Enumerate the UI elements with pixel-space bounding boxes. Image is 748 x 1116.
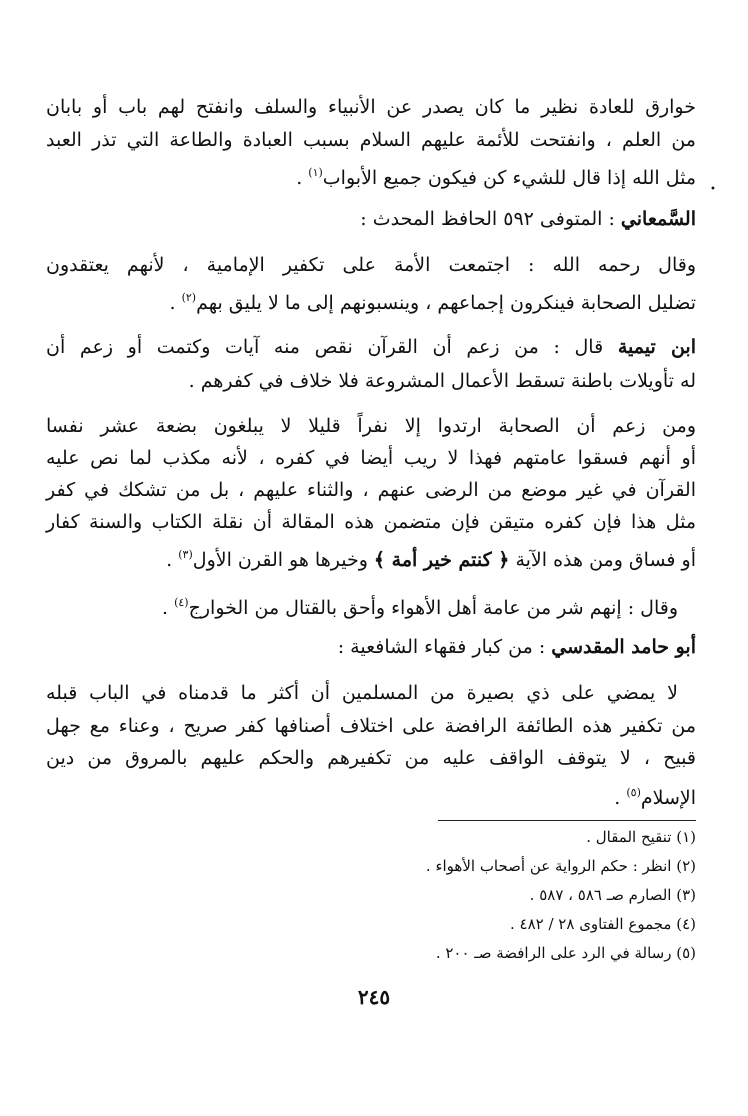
text-line: وقال رحمه الله : اجتمعت الأمة على تكفير الإمامية ، لأنهم يعتقدون: [46, 254, 696, 276]
text-line: تضليل الصحابة فينكرون إجماعهم ، وينسبونهم إلى ما لا يليق بهم$^{(٢)}$ .: [169, 291, 696, 314]
footnote-ref: (٥): [626, 786, 641, 799]
footnote: (١) تنقيح المقال .: [586, 828, 696, 846]
text-line: القرآن في غير موضع من الرضى عنهم ، والثناء عليهم ، بل من تشكك في كفر: [46, 479, 696, 501]
text-line: قبيح ، لا يتوقف الواقف عليه من تكفيرهم والحكم عليهم بالمروق من دين: [46, 747, 696, 769]
scholar-name: ابن تيمية: [617, 336, 696, 358]
text-line: مثل هذا فإن كفره متيقن فإن متضمن هذه المقالة أن نقلة الكتاب والسنة كفار: [46, 511, 696, 533]
text-line: خوارق للعادة نظير ما كان يصدر عن الأنبياء والسلف وانفتح لهم باب أو بابان: [46, 96, 696, 118]
footnote: (٥) رسالة في الرد على الرافضة صـ ٢٠٠ .: [435, 944, 696, 962]
footnote-ref: (٤): [174, 596, 189, 609]
text-line: وقال : إنهم شر من عامة أهل الأهواء وأحق بالقتال من الخوارج$^{(٤)}$ .: [161, 596, 678, 619]
footnote-ref: (٣): [178, 548, 193, 561]
scholar-name: السَّمعاني: [620, 208, 696, 230]
section-heading: السَّمعاني : المتوفى ٥٩٢ الحافظ المحدث :: [360, 208, 696, 230]
footnote: (٣) الصارم صـ ٥٨٦ ، ٥٨٧ .: [529, 886, 696, 904]
text-line: أو فساق ومن هذه الآية ﴿ كنتم خير أمة ﴾ وخيرها هو القرن الأول$^{(٣)}$ .: [166, 548, 696, 571]
footnote: (٢) انظر : حكم الرواية عن أصحاب الأهواء .: [425, 857, 696, 875]
text-line: له تأويلات باطنة تسقط الأعمال المشروعة فلا خلاف في كفرهم .: [188, 370, 696, 392]
footnote-divider: [438, 820, 696, 821]
text-line: أو أنهم فسقوا عامتهم فهذا لا ريب أيضا في كفره ، لأنه مكذب لما نص عليه: [46, 447, 696, 469]
footnote: (٤) مجموع الفتاوى ٢٨ / ٤٨٢ .: [509, 915, 696, 933]
text-line: مثل الله إذا قال للشيء كن فيكون جميع الأبواب$^{(١)}$ .: [296, 166, 696, 189]
footnote-ref: (١): [308, 166, 323, 179]
section-heading: أبو حامد المقدسي : من كبار فقهاء الشافعية :: [337, 636, 696, 658]
scholar-name: أبو حامد المقدسي: [551, 636, 696, 658]
text-line: ومن زعم أن الصحابة ارتدوا إلا نفراً قليلا لا يبلغون بضعة عشر نفسا: [46, 415, 696, 437]
footnote-ref: (٢): [181, 291, 197, 304]
text-line: من العلم ، وانفتحت للأئمة عليهم السلام بسبب العبادة والطاعة التي تذر العبد: [46, 129, 696, 151]
text-line: لا يمضي على ذي بصيرة من المسلمين أن أكثر ما قدمناه في الباب قبله: [46, 682, 678, 704]
text-line: من تكفير هذه الطائفة الرافضة على اختلاف أصنافها كفر صريح ، وعناء مع جهل: [46, 715, 696, 737]
page-number: ٢٤٥: [357, 985, 391, 1009]
text-line: ابن تيمية قال : من زعم أن القرآن نقص منه آيات وكتمت أو زعم أن: [46, 336, 696, 358]
quran-verse: ﴿ كنتم خير أمة ﴾: [373, 549, 510, 571]
margin-dot: •: [710, 184, 716, 195]
text-line: الإسلام$^{(٥)}$ .: [614, 786, 696, 809]
